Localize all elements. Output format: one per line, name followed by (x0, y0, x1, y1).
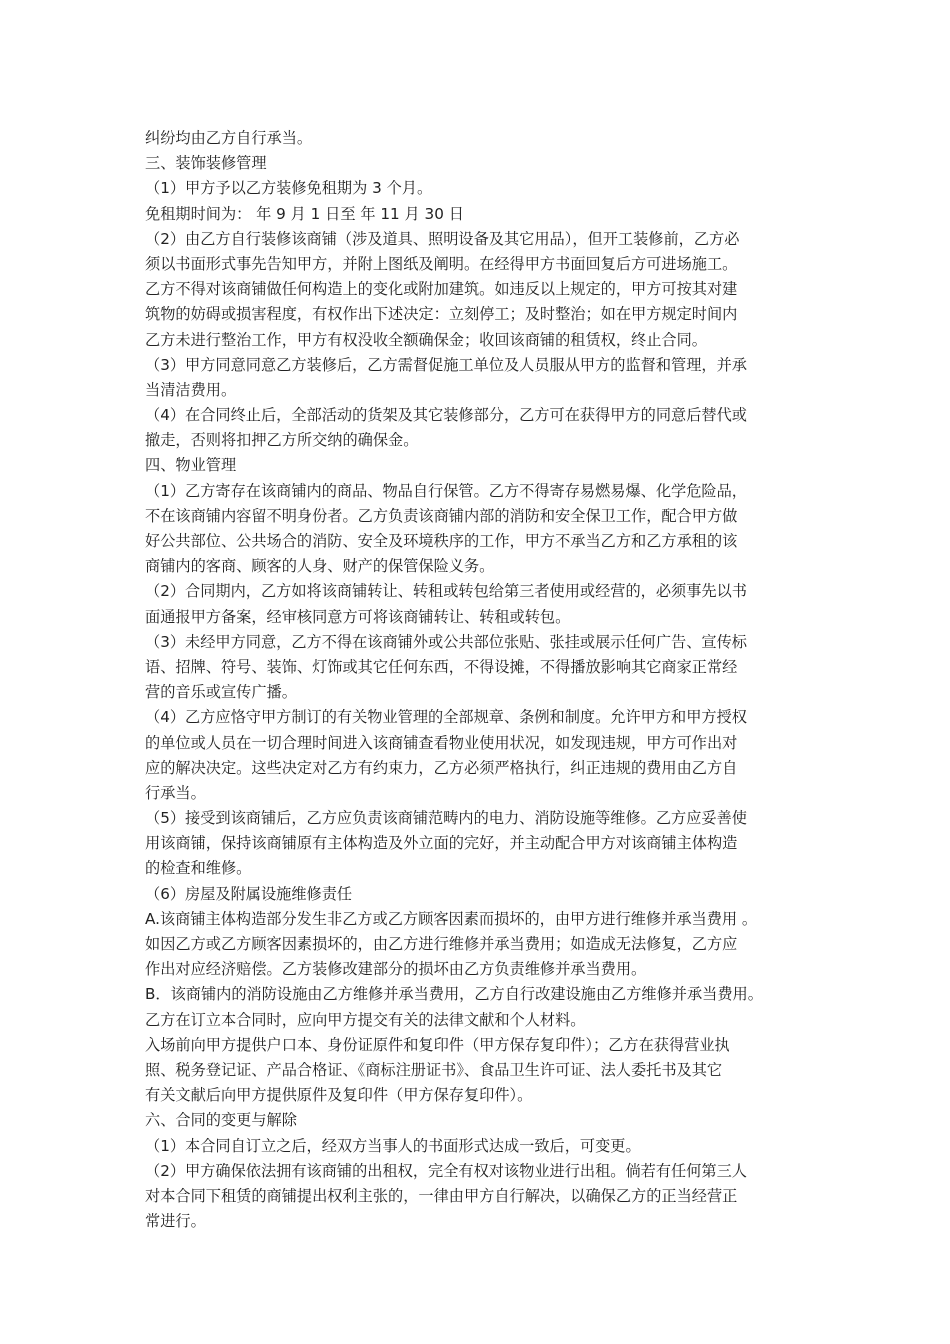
text-line: 的单位或人员在一切合理时间进入该商铺查看物业使用状况，如发现违规，甲方可作出对 (145, 733, 738, 752)
text-line: 面通报甲方备案，经审核同意方可将该商铺转让、转租或转包。 (145, 607, 571, 626)
text-line: 乙方不得对该商铺做任何构造上的变化或附加建筑。如违反以上规定的，甲方可按其对建 (145, 280, 738, 299)
text-line: （4）在合同终止后，全部活动的货架及其它装修部分，乙方可在获得甲方的同意后替代或 (145, 406, 747, 425)
text-line: （1）乙方寄存在该商铺内的商品、物品自行保管。乙方不得寄存易燃易爆、化学危险品， (145, 481, 747, 500)
text-line: 六、合同的变更与解除 (145, 1111, 297, 1130)
text-line: 好公共部位、公共场合的消防、安全及环境秩序的工作，甲方不承当乙方和乙方承租的该 (145, 532, 738, 550)
text-line: 须以书面形式事先告知甲方，并附上图纸及阐明。在经得甲方书面回复后方可进场施工。 (145, 254, 738, 273)
text-line: （1）本合同自订立之后，经双方当事人的书面形式达成一致后，可变更。 (145, 1136, 641, 1155)
text-line: 免租期时间为： 年 9 月 1 日至 年 11 月 30 日 (145, 204, 464, 223)
text-line: 入场前向甲方提供户口本、身份证原件和复印件（甲方保存复印件）；乙方在获得营业执 (145, 1035, 730, 1054)
text-line: 商铺内的客商、顾客的人身、财产的保管保险义务。 (145, 557, 495, 576)
text-line: 的检查和维修。 (145, 859, 252, 878)
text-line: 常进行。 (145, 1212, 206, 1231)
text-line: 四、物业管理 (145, 456, 237, 475)
text-line: 当清洁费用。 (145, 380, 237, 399)
text-line: 语、招牌、符号、装饰、灯饰或其它任何东西，不得设摊，不得播放影响其它商家正常经 (145, 657, 738, 676)
text-line: （2）甲方确保依法拥有该商铺的出租权，完全有权对该物业进行出租。倘若有任何第三人 (145, 1161, 747, 1180)
text-line: （3）甲方同意同意乙方装修后，乙方需督促施工单位及人员服从甲方的监督和管理，并承 (145, 355, 747, 374)
text-line: 对本合同下租赁的商铺提出权利主张的，一律由甲方自行解决，以确保乙方的正当经营正 (145, 1186, 738, 1205)
text-line: （2）由乙方自行装修该商铺（涉及道具、照明设备及其它用品），但开工装修前，乙方必 (145, 229, 740, 248)
text-line: 撤走，否则将扣押乙方所交纳的确保金。 (145, 431, 419, 450)
text-line: 纠纷均由乙方自行承当。 (145, 129, 313, 147)
document-body (145, 126, 815, 1234)
text-line: （6）房屋及附属设施维修责任 (145, 884, 353, 903)
text-line: 营的音乐或宣传广播。 (145, 683, 297, 702)
text-line: （5）接受到该商铺后，乙方应负责该商铺范畴内的电力、消防设施等维修。乙方应妥善使 (145, 809, 747, 828)
text-line: （4）乙方应恪守甲方制订的有关物业管理的全部规章、条例和制度。允许甲方和甲方授权 (145, 708, 747, 727)
text-line: 作出对应经济赔偿。乙方装修改建部分的损坏由乙方负责维修并承当费用。 (145, 960, 647, 979)
text-line: （3）未经甲方同意，乙方不得在该商铺外或公共部位张贴、张挂或展示任何广告、宣传标 (145, 632, 747, 651)
text-line: 乙方在订立本合同时，应向甲方提交有关的法律文献和个人材料。 (145, 1010, 586, 1029)
text-line: 行承当。 (145, 783, 206, 802)
text-line: 有关文献后向甲方提供原件及复印件（甲方保存复印件）。 (145, 1086, 533, 1105)
text-line: B．该商铺内的消防设施由乙方维修并承当费用，乙方自行改建设施由乙方维修并承当费用。 (145, 985, 763, 1004)
text-line: 用该商铺，保持该商铺原有主体构造及外立面的完好，并主动配合甲方对该商铺主体构造 (145, 834, 738, 853)
text-line: 如因乙方或乙方顾客因素损坏的，由乙方进行维修并承当费用；如造成无法修复，乙方应 (145, 935, 738, 953)
text-line: 应的解决决定。这些决定对乙方有约束力，乙方必须严格执行，纠正违规的费用由乙方自 (145, 758, 738, 777)
text-line: （2）合同期内，乙方如将该商铺转让、转租或转包给第三者使用或经营的，必须事先以书 (145, 582, 747, 601)
text-line: 三、装饰装修管理 (145, 154, 267, 173)
text-line: A.该商铺主体构造部分发生非乙方或乙方顾客因素而损坏的，由甲方进行维修并承当费用 。 (145, 909, 758, 928)
text-line: 筑物的妨碍或损害程度，有权作出下述决定：立刻停工；及时整治；如在甲方规定时间内 (145, 305, 738, 324)
text-line: 不在该商铺内容留不明身份者。乙方负责该商铺内部的消防和安全保卫工作，配合甲方做 (145, 506, 738, 525)
text-line: 乙方未进行整治工作，甲方有权没收全额确保金；收回该商铺的租赁权，终止合同。 (145, 330, 707, 349)
text-line: 照、税务登记证、产品合格证、《商标注册证书》、食品卫生许可证、法人委托书及其它 (145, 1060, 723, 1079)
text-line: （1）甲方予以乙方装修免租期为 3 个月。 (145, 179, 433, 198)
